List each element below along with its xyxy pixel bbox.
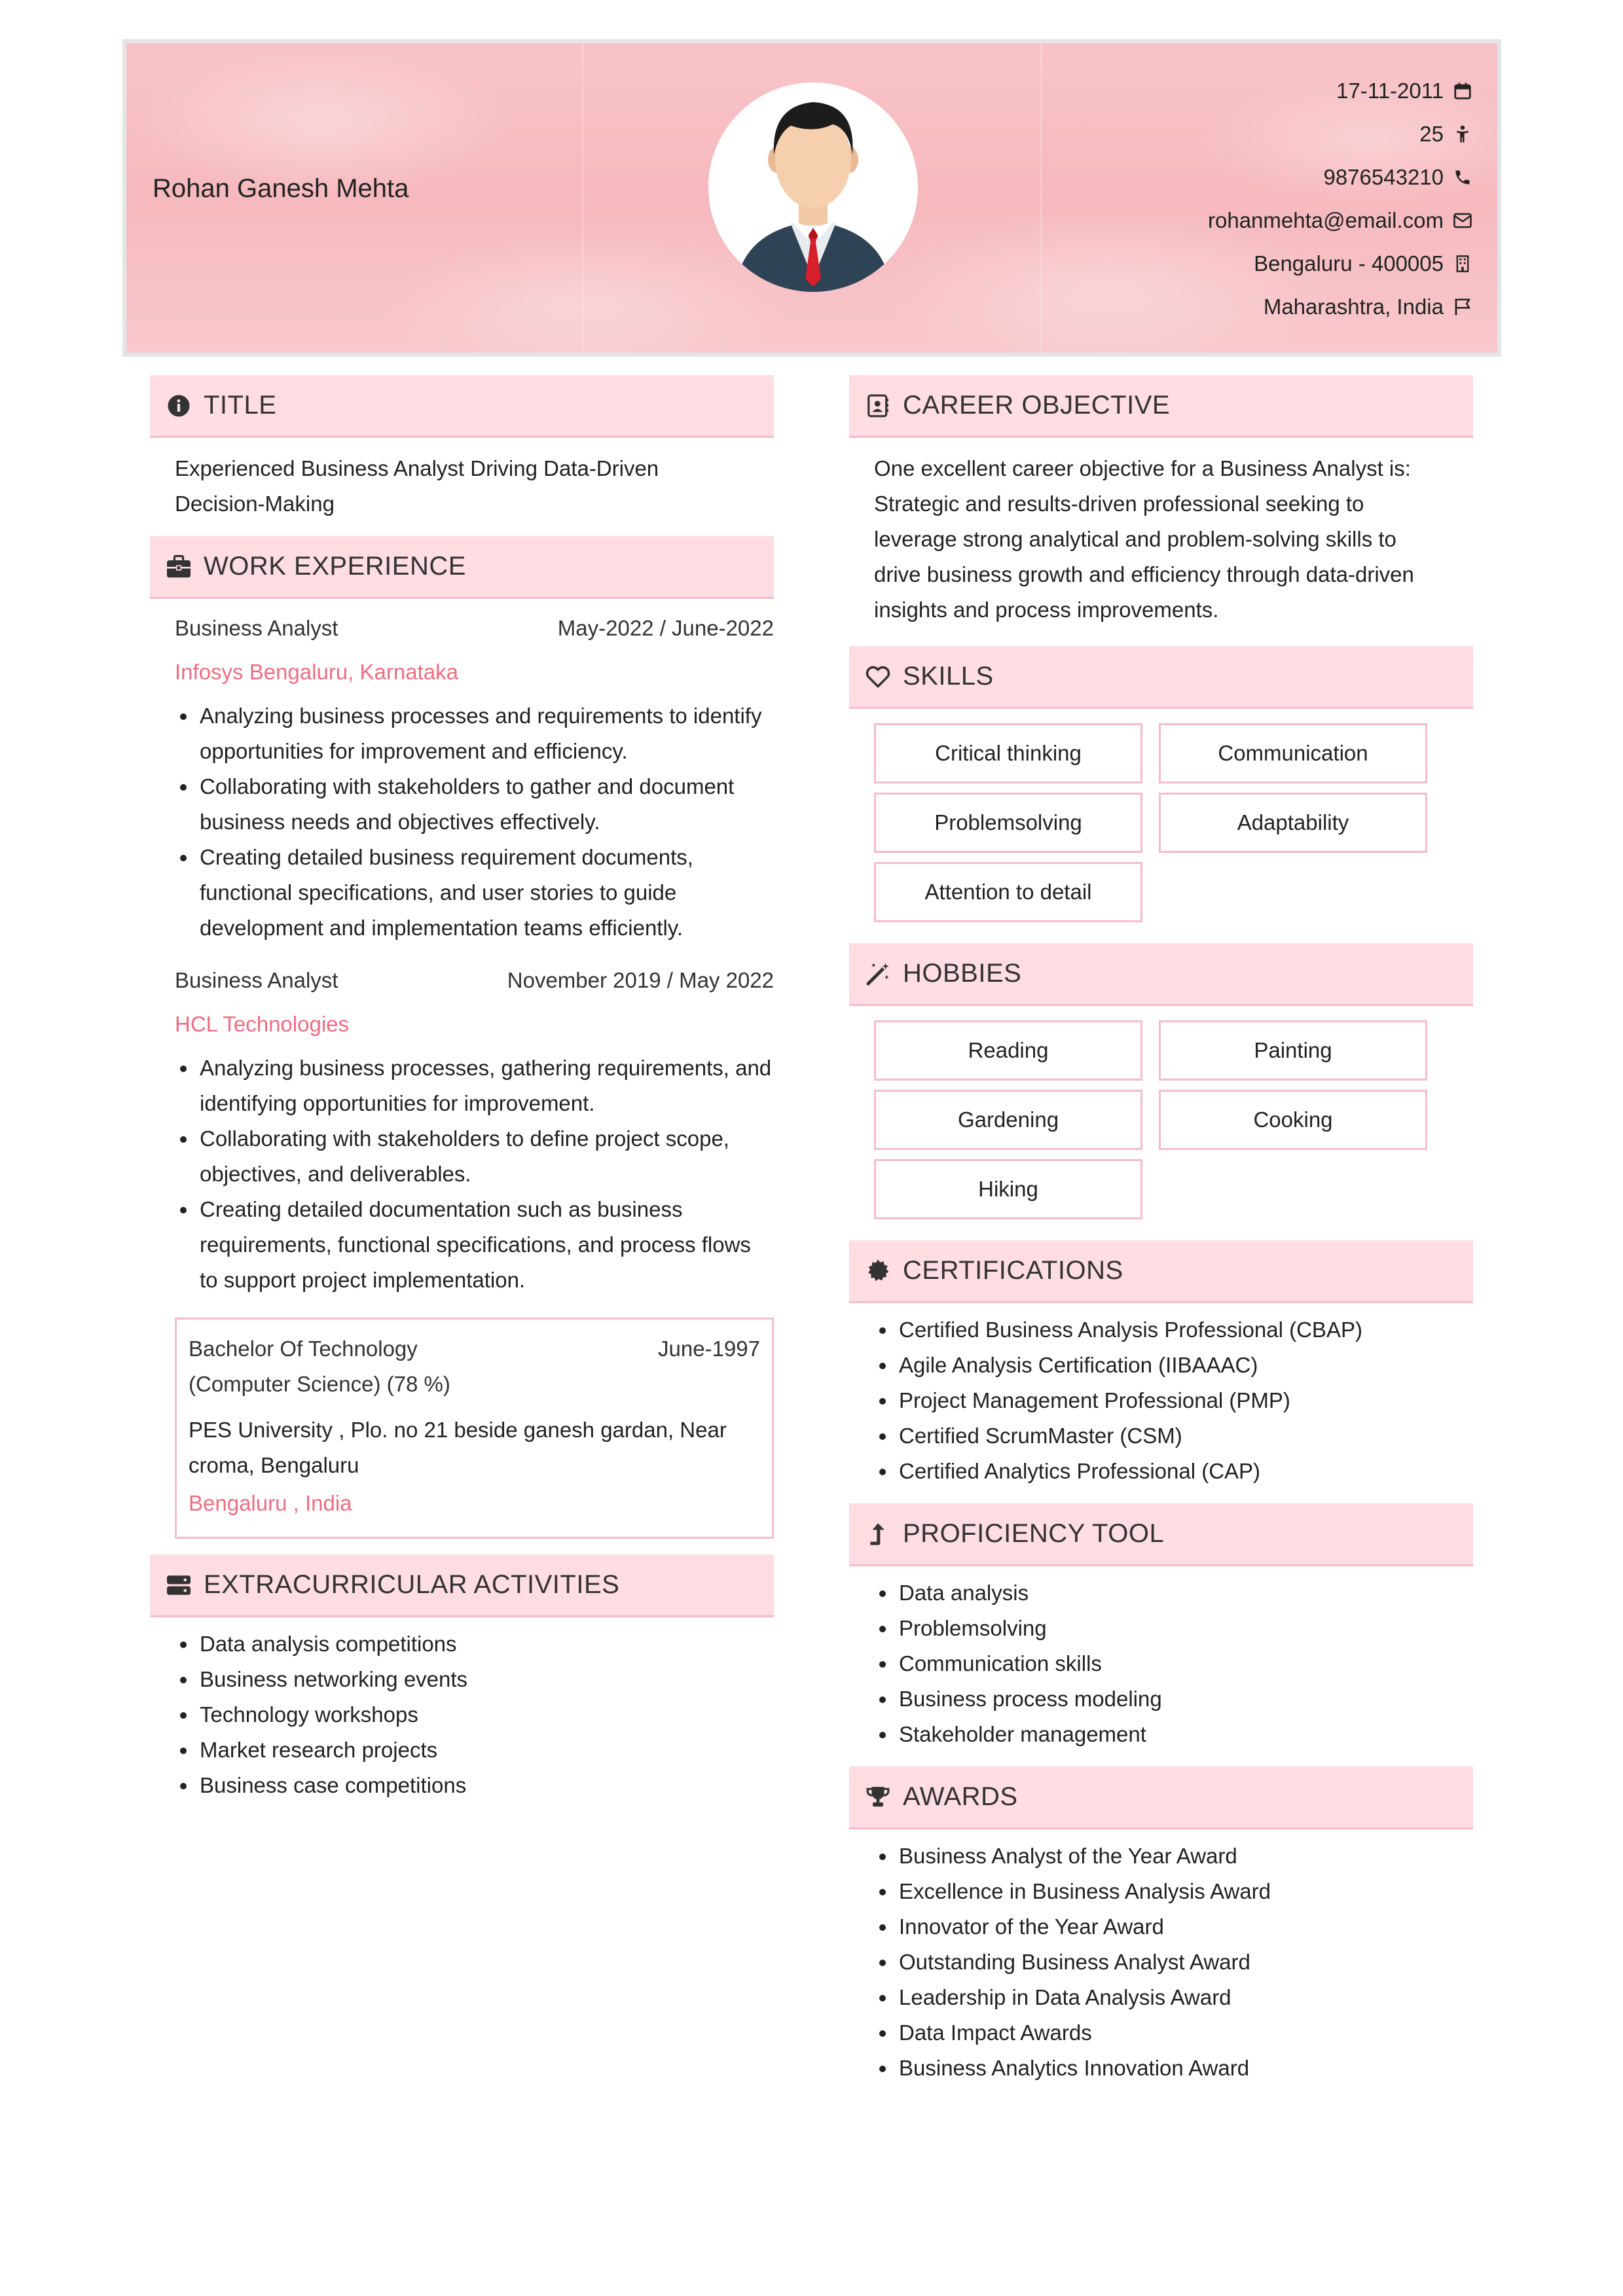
magic-wand-icon	[865, 961, 891, 987]
section-heading-text: CERTIFICATIONS	[903, 1256, 1123, 1285]
job-dates: November 2019 / May 2022	[507, 968, 774, 992]
job-entry	[150, 946, 774, 1298]
job-company: Infosys Bengaluru, Karnataka	[175, 660, 458, 684]
contact-list	[1208, 69, 1474, 329]
hobby-chip: Hiking	[874, 1159, 1142, 1219]
hobby-chip: Reading	[874, 1020, 1142, 1081]
list-item: Analyzing business processes, gathering requirements, and identifying opportunities for improvement.	[175, 1050, 774, 1121]
right-column	[849, 375, 1473, 2100]
education-field: (Computer Science) (78 %)	[189, 1372, 450, 1396]
skill-chip: Critical thinking	[874, 723, 1142, 783]
list-item: Collaborating with stakeholders to gather and document business needs and objectives effectively.	[175, 769, 774, 840]
birthdate	[1208, 69, 1474, 113]
skills-grid	[849, 709, 1473, 943]
list-item: Business Analyst of the Year Award	[874, 1839, 1473, 1874]
job-meta	[150, 963, 774, 998]
hobby-chip: Painting	[1159, 1020, 1427, 1081]
list-item: Data analysis	[874, 1575, 1473, 1611]
section-heading-text: TITLE	[204, 391, 277, 420]
avatar-illustration	[708, 82, 918, 292]
job-role: Business Analyst	[175, 968, 338, 992]
section-hobbies-heading	[849, 943, 1473, 1006]
list-item: Business process modeling	[874, 1681, 1473, 1717]
list-item: Analyzing business processes and requirements to identify opportunities for improvement and efficiency.	[175, 698, 774, 769]
education-location: Bengaluru , India	[189, 1491, 352, 1515]
list-item: Certified Analytics Professional (CAP)	[874, 1454, 1473, 1489]
list-item: Stakeholder management	[874, 1717, 1473, 1752]
state-text: Maharashtra, India	[1263, 295, 1444, 319]
job-meta	[150, 611, 774, 646]
hobby-chip: Cooking	[1159, 1090, 1427, 1150]
list-item: Outstanding Business Analyst Award	[874, 1945, 1473, 1980]
list-item: Creating detailed business requirement documents, functional specifications, and user stories to guide development and implementation teams efficiently.	[175, 840, 774, 946]
candidate-name: Rohan Ganesh Mehta	[153, 174, 409, 203]
section-career-heading	[849, 375, 1473, 438]
proficiency-list	[849, 1566, 1473, 1767]
phone-text[interactable]: 9876543210	[1323, 165, 1444, 189]
education-university: PES University , Plo. no 21 beside ganesh gardan, Near croma, Bengaluru	[189, 1418, 727, 1477]
phone-icon	[1451, 166, 1474, 188]
hobbies-grid	[849, 1006, 1473, 1240]
skill-chip: Attention to detail	[874, 862, 1142, 922]
list-item: Leadership in Data Analysis Award	[874, 1980, 1473, 2015]
job-dates: May-2022 / June-2022	[557, 616, 774, 640]
email[interactable]	[1208, 199, 1474, 242]
section-heading-text: EXTRACURRICULAR ACTIVITIES	[204, 1570, 620, 1599]
skill-chip: Adaptability	[1159, 793, 1427, 853]
section-extracurricular-heading	[150, 1554, 774, 1617]
section-heading-text: HOBBIES	[903, 959, 1022, 988]
trophy-icon	[865, 1784, 891, 1810]
certificate-badge-icon	[865, 1258, 891, 1284]
skill-chip: Communication	[1159, 723, 1427, 783]
header-divider	[582, 43, 583, 353]
section-heading-text: WORK EXPERIENCE	[204, 552, 466, 581]
person-age-icon	[1451, 123, 1474, 145]
briefcase-icon	[166, 554, 192, 580]
building-icon	[1451, 253, 1474, 275]
left-column	[150, 375, 774, 1818]
contact-card-icon	[865, 393, 891, 419]
extracurricular-list	[150, 1617, 774, 1818]
list-item: Business Analytics Innovation Award	[874, 2051, 1473, 2086]
email-text[interactable]: rohanmehta@email.com	[1208, 208, 1444, 232]
section-skills-heading	[849, 646, 1473, 709]
job-duties	[150, 1050, 774, 1298]
list-item: Innovator of the Year Award	[874, 1909, 1473, 1945]
list-item: Data Impact Awards	[874, 2015, 1473, 2051]
skill-chip: Problemsolving	[874, 793, 1142, 853]
list-item: Certified ScrumMaster (CSM)	[874, 1418, 1473, 1454]
list-item: Collaborating with stakeholders to define project scope, objectives, and deliverables.	[175, 1121, 774, 1192]
section-work-heading	[150, 536, 774, 599]
hobby-chip: Gardening	[874, 1090, 1142, 1150]
section-certifications-heading	[849, 1240, 1473, 1303]
header-divider	[1040, 43, 1042, 353]
job-role: Business Analyst	[175, 616, 338, 640]
info-icon	[166, 393, 192, 419]
section-title-heading	[150, 375, 774, 438]
list-item: Agile Analysis Certification (IIBAAAC)	[874, 1348, 1473, 1383]
heart-icon	[865, 664, 891, 690]
job-duties	[150, 698, 774, 946]
age-text: 25	[1419, 122, 1444, 146]
list-item: Business networking events	[175, 1662, 774, 1697]
city	[1208, 242, 1474, 285]
birthdate-text: 17-11-2011	[1336, 79, 1444, 103]
section-heading-text: CAREER OBJECTIVE	[903, 391, 1171, 420]
avatar	[708, 82, 918, 292]
list-item: Creating detailed documentation such as business requirements, functional specifications, and process flows to support project implementation.	[175, 1192, 774, 1298]
resume-header	[122, 39, 1501, 357]
education-meta	[189, 1331, 760, 1367]
list-item: Communication skills	[874, 1646, 1473, 1681]
education-date: June-1997	[658, 1336, 760, 1361]
section-heading-text: PROFICIENCY TOOL	[903, 1519, 1165, 1548]
job-company: HCL Technologies	[175, 1012, 349, 1036]
list-item: Excellence in Business Analysis Award	[874, 1874, 1473, 1909]
level-up-arrow-icon	[865, 1521, 891, 1547]
list-item: Problemsolving	[874, 1611, 1473, 1646]
education-card	[175, 1318, 774, 1539]
city-text: Bengaluru - 400005	[1254, 251, 1444, 276]
job-entry	[150, 599, 774, 946]
list-item: Market research projects	[175, 1732, 774, 1768]
age	[1208, 113, 1474, 156]
list-item: Data analysis competitions	[175, 1626, 774, 1662]
section-proficiency-heading	[849, 1503, 1473, 1566]
section-awards-heading	[849, 1767, 1473, 1829]
section-heading-text: AWARDS	[903, 1782, 1018, 1811]
envelope-icon	[1451, 209, 1474, 232]
section-heading-text: SKILLS	[903, 662, 994, 691]
awards-list	[849, 1829, 1473, 2100]
server-icon	[166, 1572, 192, 1598]
career-objective-text: One excellent career objective for a Business Analyst is: Strategic and results-driven professional seeking to leverage strong analytical and problem-solving skills to drive business growth and efficiency through data-driven insights and process improvements.	[874, 456, 1414, 622]
title-text: Experienced Business Analyst Driving Data-Driven Decision-Making	[175, 456, 659, 516]
education-degree: Bachelor Of Technology	[189, 1336, 418, 1361]
list-item: Project Management Professional (PMP)	[874, 1383, 1473, 1418]
list-item: Certified Business Analysis Professional (CBAP)	[874, 1312, 1473, 1348]
flag-icon	[1451, 296, 1474, 318]
calendar-icon	[1451, 80, 1474, 102]
list-item: Business case competitions	[175, 1768, 774, 1803]
certifications-list	[849, 1303, 1473, 1503]
state	[1208, 285, 1474, 329]
phone[interactable]	[1208, 156, 1474, 199]
list-item: Technology workshops	[175, 1697, 774, 1732]
